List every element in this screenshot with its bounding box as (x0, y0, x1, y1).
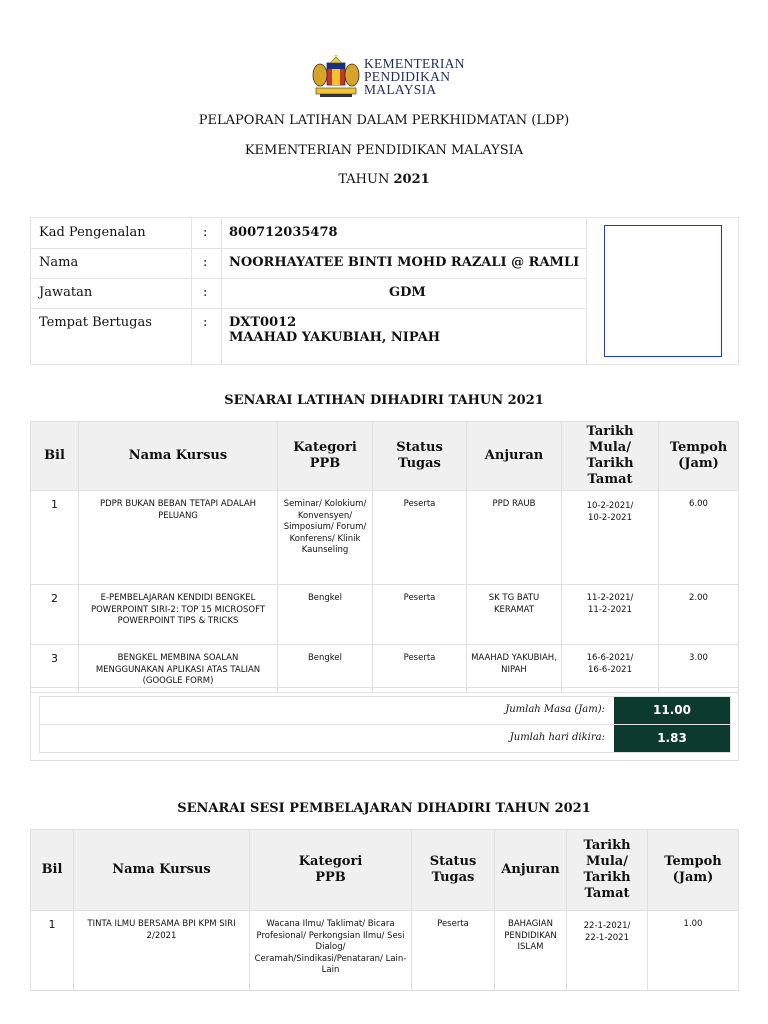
row-tarikh: 16-6-2021/ 16-6-2021 (562, 645, 659, 693)
table-row (31, 645, 739, 693)
ministry-logo (310, 55, 480, 101)
table-row (31, 585, 739, 645)
col-tempoh: Tempoh (Jam) (648, 830, 739, 911)
row-nama: BENGKEL MEMBINA SOALAN MENGGUNAKAN APLIKASI ATAS TALIAN (GOOGLE FORM) (79, 645, 278, 693)
col-tarikh: Tarikh Mula/ Tarikh Tamat (567, 830, 648, 911)
row-kategori: Bengkel (278, 585, 373, 645)
total-hours-value: 11.00 (614, 697, 730, 724)
row-nama: E-PEMBELAJARAN KENDIDI BENGKEL POWERPOINT SIRI-2: TOP 15 MICROSOFT POWERPOINT TIPS & TRICKS (79, 585, 278, 645)
col-anjuran: Anjuran (467, 422, 562, 491)
ic-value: 800712035478 (229, 225, 338, 240)
colon: : (203, 285, 208, 300)
col-anjuran: Anjuran (495, 830, 567, 911)
year-value: 2021 (393, 172, 430, 187)
row-tempoh: 2.00 (659, 585, 739, 645)
total-days-label: Jumlah hari dikira: (509, 732, 605, 743)
row-bil: 3 (31, 645, 79, 693)
year-heading (0, 172, 768, 187)
courses-header-row (31, 422, 739, 491)
row-kategori: Seminar/ Kolokium/ Konvensyen/ Simposium/ Forum/ Konferens/ Klinik Kaunseling (278, 491, 373, 585)
col-kategori: Kategori PPB (278, 422, 373, 491)
row-status: Peserta (412, 911, 495, 991)
colon: : (203, 225, 208, 240)
row-bil: 1 (31, 491, 79, 585)
sessions-table (30, 829, 739, 991)
profile-row-place (31, 308, 586, 363)
logo-wordmark (364, 57, 465, 96)
total-hours-row (39, 696, 731, 725)
col-nama-kursus: Nama Kursus (79, 422, 278, 491)
row-nama: TINTA ILMU BERSAMA BPI KPM SIRI 2/2021 (74, 911, 250, 991)
col-bil: Bil (31, 422, 79, 491)
row-kategori: Wacana Ilmu/ Taklimat/ Bicara Profesional/ Perkongsian Ilmu/ Sesi Dialog/ Ceramah/Sindikasi/Penataran/ Lain-Lain (250, 911, 412, 991)
total-days-row (39, 724, 731, 753)
profile-row-name (31, 248, 586, 279)
row-tempoh: 3.00 (659, 645, 739, 693)
position-value: GDM (389, 285, 426, 300)
year-label: TAHUN (338, 172, 390, 187)
row-tempoh: 6.00 (659, 491, 739, 585)
colon: : (203, 315, 208, 330)
row-nama: PDPR BUKAN BEBAN TETAPI ADALAH PELUANG (79, 491, 278, 585)
profile-row-position (31, 278, 586, 309)
total-days-value: 1.83 (614, 725, 730, 752)
courses-table (30, 421, 739, 693)
row-bil: 1 (31, 911, 74, 991)
total-hours-label: Jumlah Masa (Jam): (505, 704, 605, 715)
table-row (31, 911, 739, 991)
row-status: Peserta (373, 491, 467, 585)
profile-row-ic (31, 218, 586, 249)
profile-box (30, 217, 739, 365)
row-tarikh: 22-1-2021/ 22-1-2021 (567, 911, 648, 991)
col-kategori: Kategori PPB (250, 830, 412, 911)
row-anjuran: MAAHAD YAKUBIAH, NIPAH (467, 645, 562, 693)
col-bil: Bil (31, 830, 74, 911)
logo-line-3: MALAYSIA (364, 82, 437, 97)
row-status: Peserta (373, 645, 467, 693)
coat-of-arms-icon (310, 55, 362, 99)
col-tempoh: Tempoh (Jam) (659, 422, 739, 491)
col-status: Status Tugas (373, 422, 467, 491)
courses-section-title: SENARAI LATIHAN DIHADIRI TAHUN 2021 (224, 393, 544, 408)
row-status: Peserta (373, 585, 467, 645)
row-anjuran: BAHAGIAN PENDIDIKAN ISLAM (495, 911, 567, 991)
logo-line-2: PENDIDIKAN (364, 69, 451, 84)
row-tempoh: 1.00 (648, 911, 739, 991)
place-value (229, 315, 440, 345)
name-value: NOORHAYATEE BINTI MOHD RAZALI @ RAMLI (229, 255, 580, 270)
table-row (31, 491, 739, 585)
profile-photo (604, 225, 722, 357)
ic-label: Kad Pengenalan (39, 225, 146, 240)
row-bil: 2 (31, 585, 79, 645)
place-name: MAAHAD YAKUBIAH, NIPAH (229, 330, 441, 345)
row-tarikh: 11-2-2021/ 11-2-2021 (562, 585, 659, 645)
sessions-section-title: SENARAI SESI PEMBELAJARAN DIHADIRI TAHUN 2021 (177, 801, 591, 816)
courses-summary (30, 687, 739, 761)
logo-line-1: KEMENTERIAN (364, 56, 465, 71)
row-kategori: Bengkel (278, 645, 373, 693)
col-nama-kursus: Nama Kursus (74, 830, 250, 911)
row-anjuran: PPD RAUB (467, 491, 562, 585)
row-anjuran: SK TG BATU KERAMAT (467, 585, 562, 645)
colon: : (203, 255, 208, 270)
report-title: PELAPORAN LATIHAN DALAM PERKHIDMATAN (LDP) (198, 113, 570, 128)
sessions-header-row (31, 830, 739, 911)
place-code: DXT0012 (229, 315, 297, 330)
ministry-title: KEMENTERIAN PENDIDIKAN MALAYSIA (244, 143, 524, 158)
row-tarikh: 10-2-2021/ 10-2-2021 (562, 491, 659, 585)
col-status: Status Tugas (412, 830, 495, 911)
name-label: Nama (39, 255, 79, 270)
place-label: Tempat Bertugas (39, 315, 152, 330)
position-label: Jawatan (39, 285, 93, 300)
col-tarikh: Tarikh Mula/ Tarikh Tamat (562, 422, 659, 491)
